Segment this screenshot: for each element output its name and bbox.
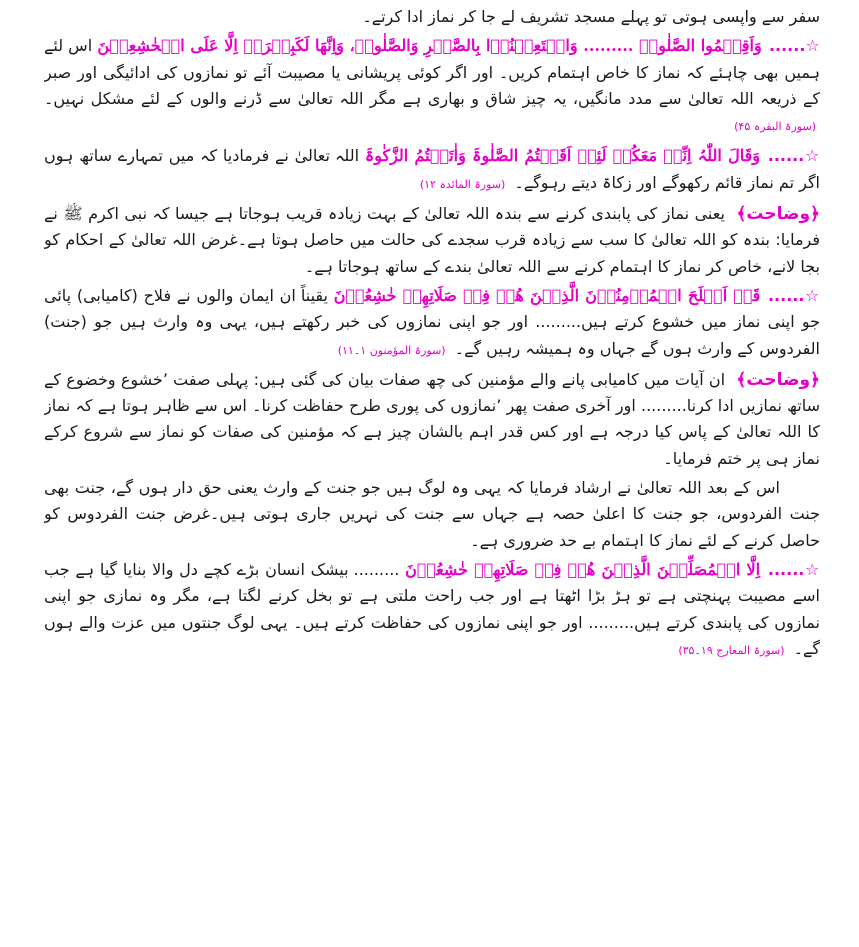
explanation-label xyxy=(736,370,820,390)
verse-paragraph xyxy=(44,283,820,364)
explanation-text: یعنی نماز کی پابندی کرنے سے بندہ اللہ تعالیٰ کے بہت زیادہ قریب ہوجاتا ہے جیسا کہ نبی اکرم ﷺ نے فرمایا: بندہ کو اللہ تعالیٰ کا سب سے زیادہ قرب سجدے کی حالت میں حاصل ہوتا ہے۔غرض اللہ تعالیٰ کے احکام کو بجا لانے، خاص کر نماز کا اہتمام کرنے سے اللہ تعالیٰ بندے کے ساتھ ہوجاتا ہے۔ xyxy=(44,204,820,276)
document-page xyxy=(44,4,820,942)
explanation-paragraph xyxy=(44,367,820,472)
ornament-left-icon: ﴿ xyxy=(810,204,820,225)
paragraph-text: سفر سے واپسی ہوتی تو پہلے مسجد تشریف لے جا کر نماز ادا کرتے۔ xyxy=(362,7,820,26)
explanation-label xyxy=(736,204,820,224)
verse-reference: (سورۃ المائدہ ۱۲) xyxy=(419,177,506,191)
verse-translation: اس لئے ہمیں بھی چاہئے کہ نماز کا خاص اہتمام کریں۔ اور اگر کوئی پریشانی یا مصیبت آئے تو نمازوں کی ادائیگی اور صبر کے ذریعہ اللہ تعالیٰ سے مدد مانگیں، یہ چیز شاق و بھاری ہے مگر اللہ تعالیٰ سے ڈرنے والوں کے لئے مشکل نہیں۔ xyxy=(44,36,820,108)
verse-translation: یقیناً ان ایمان والوں نے فلاح (کامیابی) پائی جو اپنی نماز میں خشوع کرتے ہیں......... اور جو اپنی نمازوں کی خبر رکھتے ہیں، یہی وہ وارث ہیں جو (جنت) الفردوس کے وارث ہوں گے جہاں وہ ہمیشہ رہیں گے۔ xyxy=(44,285,820,358)
paragraph xyxy=(44,4,820,30)
quran-verse: اِلَّا الۡمُصَلِّیۡنَ الَّذِیۡنَ ھُمۡ فِیۡ صَلَاتِھِمۡ خٰشِعُوۡنَ xyxy=(405,559,761,579)
verse-paragraph xyxy=(44,33,820,140)
quran-verse: وَاَقِیۡمُوا الصَّلٰوۃَ ......... وَاسۡتَعِیۡنُوۡا بِالصَّبۡرِ وَالصَّلٰوۃِ، وَاِنَّھَا لَکَبِیۡرَۃٌ اِلَّا عَلَی الۡخٰشِعِیۡنَ xyxy=(97,36,762,56)
paragraph-text: اس کے بعد اللہ تعالیٰ نے ارشاد فرمایا کہ یہی وہ لوگ ہیں جو جنت کے وارث یعنی حق دار ہوں گے، جنت بھی جنت الفردوس، جو جنت کا اعلیٰ حصہ ہے جہاں سے جنت کی نہریں جاری ہوتی ہیں۔غرض جنت الفردوس کو حاصل کرنے کے لئے نماز کا اہتمام بے حد ضروری ہے۔ xyxy=(44,478,820,550)
explanation-text: ان آیات میں کامیابی پانے والے مؤمنین کی چھ صفات بیان کی گئی ہیں: پہلی صفت ’خشوع وخضوع کے ساتھ نمازیں ادا کرنا......... اور آخری صفت پھر ’نمازوں کی پوری طرح حفاظت کرنا۔ اس سے ظاہر ہوتا ہے کہ نماز کا اللہ تعالیٰ کے پاس کیا درجہ ہے اور کس قدر اہم بالشان چیز ہے کہ مؤمنین کی صفات کو نماز سے شروع کرکے نماز ہی پر ختم فرمایا۔ xyxy=(44,369,820,468)
quran-verse: وَقَالَ اللّٰہُ اِنِّیۡ مَعَکُمۡ لَئِنۡ اَقَمۡتُمُ الصَّلٰوۃَ وَاٰتَیۡتُمُ الزَّکٰوۃَ xyxy=(364,146,760,166)
ornament-right-icon: ﴾ xyxy=(736,204,747,225)
verse-translation: ......... بیشک انسان بڑے کچے دل والا بنایا گیا ہے جب اسے مصیبت پہنچتی ہے تو ہڑ بڑا اٹھتا ہے اور جب راحت ملتی ہے تو بخل کرنے لگتا ہے، مگر وہ نمازی جو اپنی نمازوں کی پابندی کرتے ہیں......... اور جو اپنی نمازوں کی حفاظت کرتے ہیں۔ یہی لوگ جنتوں میں عزت والے ہوں گے۔ xyxy=(44,559,820,658)
verse-paragraph xyxy=(44,143,820,198)
verse-reference: (سورۃ المؤمنون ۱۔۱۱) xyxy=(337,343,446,357)
explanation-label-text: وضاحت xyxy=(746,204,811,225)
explanation-paragraph xyxy=(44,201,820,280)
quran-verse: قَدۡ اَفۡلَحَ الۡمُؤۡمِنُوۡنَ الَّذِیۡنَ ھُمۡ فِیۡ صَلَاتِھِمۡ خٰشِعُوۡنَ xyxy=(333,285,761,305)
verse-reference: (سورۃ البقرہ ۴۵) xyxy=(734,120,816,134)
ornament-left-icon: ﴿ xyxy=(810,369,820,390)
paragraph xyxy=(44,475,820,554)
star-icon: ☆...... xyxy=(767,146,820,166)
verse-reference: (سورۃ المعارج ۱۹۔۳۵) xyxy=(678,643,785,657)
explanation-label-text: وضاحت xyxy=(746,369,811,390)
star-icon: ☆...... xyxy=(767,285,820,305)
ornament-right-icon: ﴾ xyxy=(736,369,747,390)
star-icon: ☆...... xyxy=(768,36,820,56)
verse-paragraph xyxy=(44,557,820,664)
verse-translation: اللہ تعالیٰ نے فرمادیا کہ میں تمہارے ساتھ ہوں اگر تم نماز قائم رکھوگے اور زکاۃ دیتے رہوگے۔ xyxy=(44,146,820,192)
star-icon: ☆...... xyxy=(767,559,820,579)
